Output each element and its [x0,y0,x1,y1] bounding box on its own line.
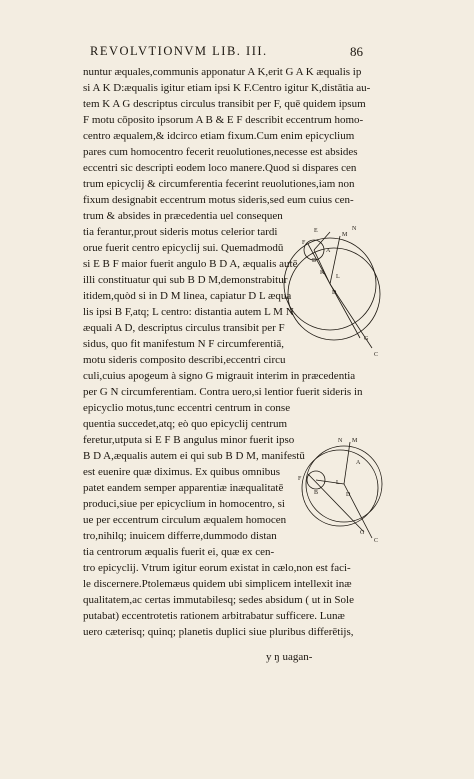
text-line: pares cum homocentro fecerit reuolutiones,necesse est absides [83,146,358,158]
figure-label: G [360,530,365,536]
text-line: trum & absides in præcedentia uel consequen [83,210,283,222]
text-line: ue per eccentrum circulum æqualem homocen [83,514,287,526]
running-title: REVOLVTIONVM LIB. III. [90,44,268,58]
text-line: tro,nihilq; inuicem differre,dummodo distan [83,530,277,542]
figure-label: B [314,490,319,496]
figure-label: N [338,438,343,444]
text-line: tia centrorum æqualis fuerit ei, quæ ex cen- [83,546,275,558]
epicycle-diagram-bottom [294,430,390,546]
text-line: le discernere.Ptolemæus quidem ubi simplicem intellexit inæ [83,578,352,590]
figure-label: D [346,492,351,498]
text-line: putabat) eccentrotetis rationem arbitrabatur sufficere. Lunæ [83,610,345,622]
figure-label: D [332,290,337,296]
figure-label: F [298,476,302,482]
text-line: tro epicyclij. Vtrum igitur eorum existat in cælo,non est faci- [83,562,351,574]
text-line: lis ipsi B F,atq; L centro: distantia autem L M N [83,306,294,318]
figure-label: L [336,480,340,486]
figure-label: F [302,240,306,246]
figure-label: C [374,538,379,544]
text-line: quentia succedet,atq; eò quo epicyclij centrum [83,418,288,430]
page-number: 86 [350,44,363,59]
text-line: nuntur æquales,communis apponatur A K,erit G A K æqualis ip [83,66,362,78]
line-dm [344,442,350,484]
text-line: motu sideris composito describi,eccentri circu [83,354,286,366]
text-line: trum epicyclij & circumferentia fecerint reuolutiones,iam non [83,178,355,190]
text-line: F motu cōposito ipsorum A B & E F describit eccentrum homo- [83,114,364,126]
figure-label: A [326,248,331,254]
text-line: sidus, quo fit manifestum N F circumferentiā, [83,338,285,350]
text-line: si A K D:æqualis igitur etiam ipsi K F.Centro igitur K,distātia au- [83,82,371,94]
text-line: fixum designabit eccentrum motus sideris,sed eum cuius cen- [83,194,354,206]
text-line: orue fuerit centro epicyclij sui. Quemadmodū [83,242,284,254]
text-line: patet eandem semper apparentiæ inæqualitatē [83,482,284,494]
text-line: feretur,utputa si E F B angulus minor fuerit ipso [83,434,295,446]
text-line: eccentri sic descripti eodem loco manere.Quod si dispares cen [83,162,357,174]
text-line: illi constituatur qui sub B D M,demonstrabitur [83,274,288,286]
text-line: tia ferantur,prout sideris motus celerior tardi [83,226,278,238]
text-line: B D A,æqualis autem ei qui sub B D M, manifestū [83,450,305,462]
text-line: uero cæterisq; quinq; planetis duplici siue pluribus differētijs, [83,626,354,638]
text-line: tem K A G descriptus circulus transibit per F, quē quidem ipsum [83,98,366,110]
text-line: si E B F maior fuerit angulo B D A, æqualis autē [83,258,298,270]
figure-label: B [312,258,317,264]
text-line: culi,cuius apogeum à signo G migrauit interim in præcedentia [83,370,356,382]
figure-label: N [352,226,357,232]
figure-label: G [364,336,369,342]
text-line: æquali A D, descriptus circulus transibit per F [83,322,285,334]
text-line: epicyclio motus,tunc eccentri centrum in conse [83,402,291,414]
text-line: qualitatem,ac certas immutabilesq; sedes absidum ( ut in Sole [83,594,354,606]
text-line: itidem,quòd si in D M linea, capiatur D L æqua [83,290,292,302]
figure-label: E [314,228,318,234]
eccentric-circle [302,450,378,526]
line-bd [316,480,344,484]
figure-label: C [374,352,379,358]
figure-label: K [320,270,325,276]
figure-label: L [336,274,340,280]
text-line: est euenire quæ diximus. Ex quibus omnibus [83,466,281,478]
text-line: produci,siue per epicyclium in homocentro, si [83,498,285,510]
text-line: per G N circumferentiam. Contra uero,si lentior fuerit sideris in [83,386,363,398]
figure-label: A [356,460,361,466]
catchword: y ŋ uagan- [266,651,313,663]
epicycle-diagram-top [268,222,388,362]
figure-label: M [352,438,358,444]
figure-label: M [342,232,348,238]
text-line: centro æqualem,& idcirco etiam fixum.Cum enim epicyclium [83,130,355,142]
